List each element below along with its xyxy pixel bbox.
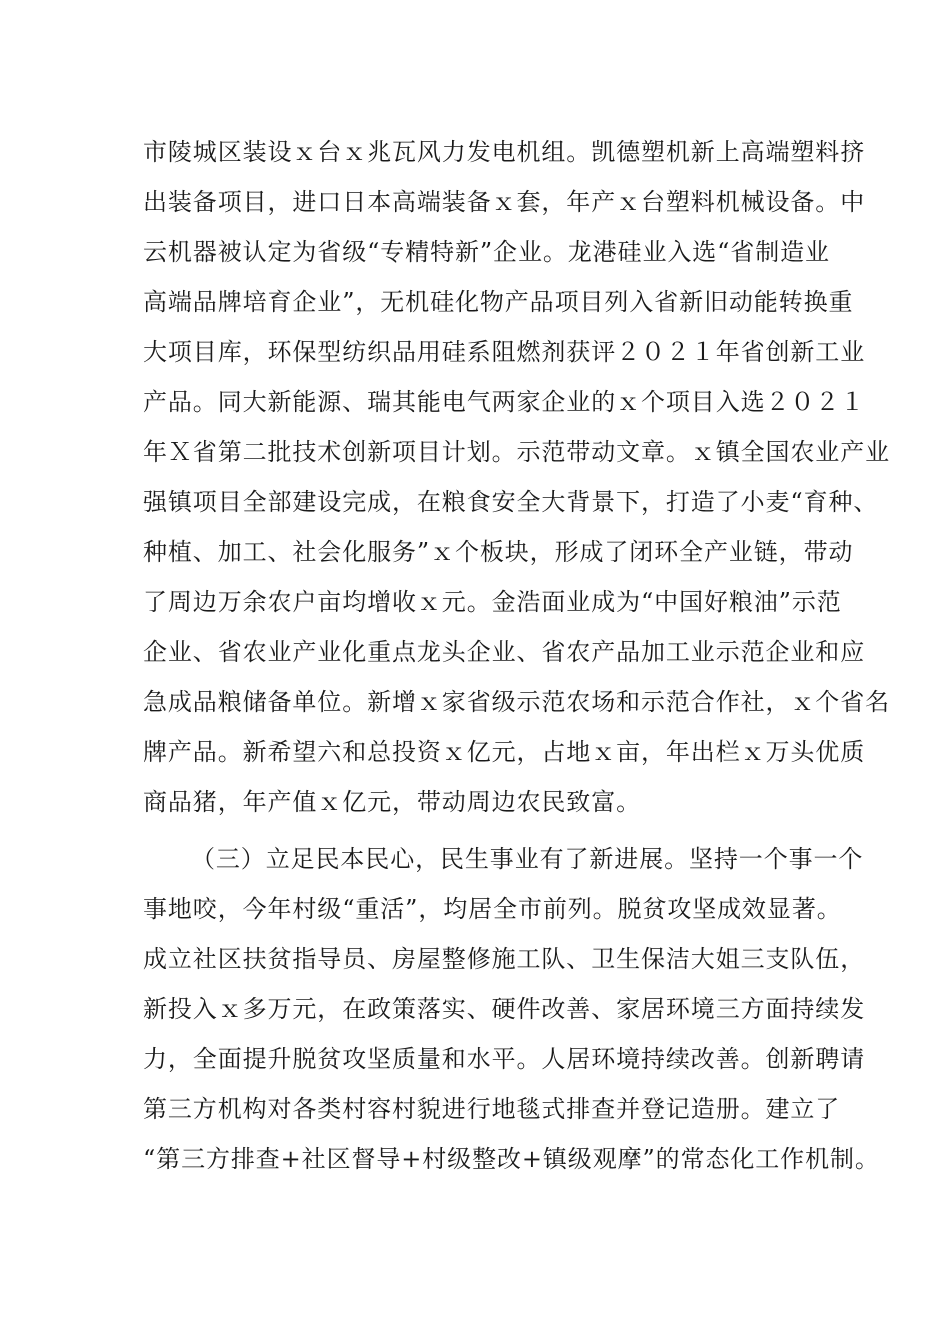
paragraph-1-line-7: 年Ｘ省第二批技术创新项目计划。示范带动文章。ｘ镇全国农业产业 <box>143 438 890 466</box>
paragraph-1-line-11: 企业、省农业产业化重点龙头企业、省农产品加工业示范企业和应 <box>143 638 866 666</box>
paragraph-2-line-7: “第三方排查+社区督导+村级整改+镇级观摩”的常态化工作机制。 <box>143 1145 880 1173</box>
paragraph-2-line-6: 第三方机构对各类村容村貌进行地毯式排查并登记造册。建立了 <box>143 1095 841 1123</box>
paragraph-1-line-10: 了周边万余农户亩均增收ｘ元。金浩面业成为“中国好粮油”示范 <box>143 588 842 616</box>
paragraph-1-line-4: 高端品牌培育企业”，无机硅化物产品项目列入省新旧动能转换重 <box>143 288 854 316</box>
paragraph-1-line-14: 商品猪，年产值ｘ亿元，带动周边农民致富。 <box>143 788 641 816</box>
paragraph-2-line-5: 力，全面提升脱贫攻坚质量和水平。人居环境持续改善。创新聘请 <box>143 1045 866 1073</box>
paragraph-1-line-6: 产品。同大新能源、瑞其能电气两家企业的ｘ个项目入选２０２１ <box>143 388 866 416</box>
paragraph-2-line-3: 成立社区扶贫指导员、房屋整修施工队、卫生保洁大姐三支队伍， <box>143 945 866 973</box>
paragraph-1-line-5: 大项目库，环保型纺织品用硅系阻燃剂获评２０２１年省创新工业 <box>143 338 866 366</box>
paragraph-2-line-2: 事地咬，今年村级“重活”，均居全市前列。脱贫攻坚成效显著。 <box>143 895 842 923</box>
paragraph-2-line-1: （三）立足民本民心，民生事业有了新进展。坚持一个事一个 <box>191 845 864 873</box>
paragraph-1-line-3: 云机器被认定为省级“专精特新”企业。龙港硅业入选“省制造业 <box>143 238 830 266</box>
paragraph-1-line-2: 出装备项目，进口日本高端装备ｘ套，年产ｘ台塑料机械设备。中 <box>143 188 866 216</box>
paragraph-2-line-4: 新投入ｘ多万元，在政策落实、硬件改善、家居环境三方面持续发 <box>143 995 866 1023</box>
paragraph-1-line-9: 种植、加工、社会化服务”ｘ个板块，形成了闭环全产业链，带动 <box>143 538 854 566</box>
paragraph-1-line-13: 牌产品。新希望六和总投资ｘ亿元，占地ｘ亩，年出栏ｘ万头优质 <box>143 738 866 766</box>
paragraph-1-line-12: 急成品粮储备单位。新增ｘ家省级示范农场和示范合作社，ｘ个省名 <box>143 688 890 716</box>
paragraph-1-line-1: 市陵城区装设ｘ台ｘ兆瓦风力发电机组。凯德塑机新上高端塑料挤 <box>143 138 866 166</box>
paragraph-1-line-8: 强镇项目全部建设完成，在粮食安全大背景下，打造了小麦“育种、 <box>143 488 879 516</box>
